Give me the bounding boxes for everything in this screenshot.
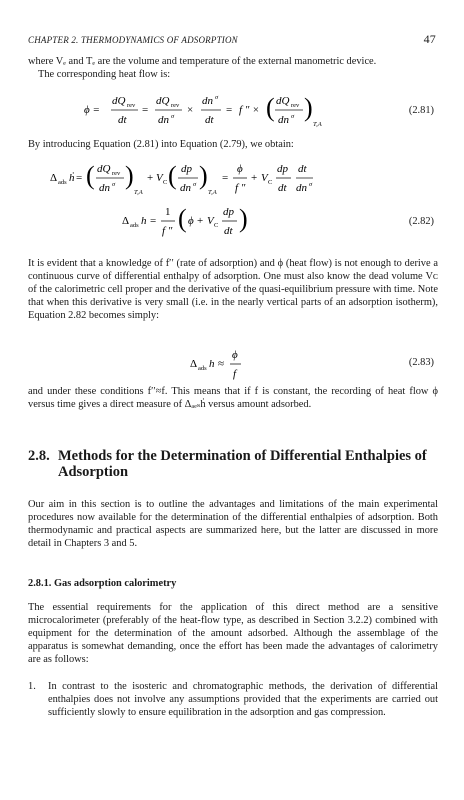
section-title: Methods for the Determination of Differential Enthalpies of Adsorption — [58, 448, 427, 480]
svg-text:dn: dn — [278, 114, 289, 126]
svg-text:dp: dp — [181, 163, 192, 175]
svg-text:Δ: Δ — [190, 358, 198, 370]
svg-text:(: ( — [86, 161, 95, 190]
svg-text:dn: dn — [296, 182, 307, 194]
svg-text:f: f — [233, 368, 237, 380]
svg-text:+: + — [147, 172, 154, 184]
svg-text:dn: dn — [99, 182, 110, 194]
text-evident: It is evident that a knowledge of f′′ (rate of adsorption) and ϕ (heat flow) is not enough to derive a continuous curve of differential enthalpy of adsorption. One must also know the dead volume Vᴄ of the calorimetric cell proper and the derivative of the quasi-equilibrium pressure with time. Note that when this derivative is very small (i.e. in the nearly vertical parts of an adsorption isotherm), Equation 2.82 becomes simply: — [28, 258, 438, 321]
svg-text:h: h — [209, 358, 215, 370]
svg-text:dt: dt — [118, 114, 127, 126]
section-number: 2.8. — [28, 448, 50, 464]
svg-text:=: = — [76, 172, 83, 184]
svg-text:C: C — [214, 222, 219, 229]
svg-text:): ) — [239, 204, 248, 233]
svg-text:(: ( — [168, 161, 177, 190]
svg-text:V: V — [207, 215, 214, 227]
svg-text:=: = — [142, 104, 149, 116]
text-intro: By introducing Equation (2.81) into Equation (2.79), we obtain: — [28, 139, 294, 150]
svg-text:σ: σ — [171, 113, 175, 120]
svg-text:σ: σ — [193, 181, 197, 188]
svg-text:=: = — [150, 215, 157, 227]
svg-text:dQ: dQ — [276, 95, 290, 107]
paragraph-where — [28, 55, 438, 81]
svg-text:rev: rev — [291, 102, 300, 109]
svg-text:dt: dt — [278, 182, 287, 194]
list-item — [28, 680, 438, 719]
section-heading — [28, 448, 438, 480]
subsection-heading: 2.8.1. Gas adsorption calorimetry — [28, 578, 177, 589]
running-title: CHAPTER 2. THERMODYNAMICS OF ADSORPTION — [28, 35, 238, 45]
equation-2-81 — [0, 88, 464, 132]
equation-2-83-formula — [190, 345, 280, 381]
svg-text:dp: dp — [223, 206, 234, 218]
text-heat-flow: The corresponding heat flow is: — [38, 69, 171, 80]
equation-2-81-formula — [82, 88, 372, 132]
svg-text:dt: dt — [224, 225, 233, 237]
svg-text:=: = — [226, 104, 233, 116]
running-header — [28, 32, 436, 47]
equation-number: (2.82) — [408, 216, 434, 227]
equation-number: (2.81) — [408, 105, 434, 116]
svg-text:): ) — [199, 161, 208, 190]
paragraph-conditions — [28, 385, 438, 411]
svg-text:ḣ: ḣ — [69, 172, 75, 184]
equation-2-82 — [0, 156, 464, 238]
svg-text:): ) — [125, 161, 134, 190]
list-item-text: In contrast to the isosteric and chromatographic methods, the derivation of differential enthalpies does not involve any assumptions provided that the experiments are carried out sufficiently slowly to ensure equilibration in the adsorption and gas compression. — [48, 681, 438, 718]
svg-text:+: + — [251, 172, 258, 184]
list-marker: 1. — [28, 681, 36, 692]
equation-2-83 — [0, 345, 464, 381]
svg-text:rev: rev — [112, 170, 121, 177]
equation-number: (2.83) — [408, 357, 434, 368]
svg-text:f ″: f ″ — [162, 225, 173, 237]
svg-text:1: 1 — [165, 206, 171, 218]
svg-text:dp: dp — [277, 163, 288, 175]
svg-text:σ: σ — [309, 181, 313, 188]
svg-text:dQ: dQ — [156, 95, 170, 107]
svg-text:V: V — [156, 172, 163, 184]
svg-text:ϕ =: ϕ = — [84, 104, 100, 116]
svg-text:rev: rev — [127, 102, 136, 109]
text-conditions: and under these conditions f′′≈f. This means that if f is constant, the recording of heat flow ϕ versus time gives a direct measure of Δₐₑₛḣ versus amount adsorbed. — [28, 386, 438, 410]
svg-text:ads: ads — [198, 365, 207, 372]
text-essential: The essential requirements for the application of this direct method are a sensitive microcalorimeter (preferably of the heat-flow type, as described in Section 3.2.2) combined with equipment for the determination of the amount adsorbed. Although the assemblage of the apparatus is somewhat demanding, once the effort has been made the advantages of calorimetry are as follows: — [28, 602, 438, 665]
svg-text:C: C — [268, 179, 273, 186]
svg-text:dn: dn — [180, 182, 191, 194]
advantages-list — [28, 680, 438, 719]
svg-text:+: + — [197, 215, 204, 227]
svg-text:dt: dt — [205, 114, 214, 126]
svg-text:ϕ: ϕ — [188, 215, 194, 227]
svg-text:ϕ: ϕ — [232, 349, 238, 361]
svg-text:h: h — [141, 215, 147, 227]
svg-text:f ″ ×: f ″ × — [239, 104, 260, 116]
svg-text:σ: σ — [291, 113, 295, 120]
svg-text:dt: dt — [298, 163, 307, 175]
svg-text:dQ: dQ — [97, 163, 111, 175]
svg-text:σ: σ — [112, 181, 116, 188]
svg-text:f ″: f ″ — [235, 182, 246, 194]
svg-text:T,A: T,A — [208, 189, 217, 196]
svg-text:≈: ≈ — [218, 358, 225, 370]
svg-text:=: = — [222, 172, 229, 184]
svg-text:(: ( — [266, 93, 275, 122]
text-where: where Vₑ and Tₑ are the volume and temperature of the external manometric device. — [28, 56, 377, 67]
svg-text:×: × — [187, 104, 194, 116]
svg-text:ads: ads — [58, 179, 67, 186]
svg-text:Δ: Δ — [122, 215, 130, 227]
svg-text:T,A: T,A — [313, 121, 322, 128]
svg-text:dn: dn — [202, 95, 213, 107]
page-number: 47 — [423, 32, 436, 46]
paragraph-evident — [28, 257, 438, 322]
svg-text:σ: σ — [215, 94, 219, 101]
svg-text:dQ: dQ — [112, 95, 126, 107]
svg-text:rev: rev — [171, 102, 180, 109]
svg-text:(: ( — [178, 204, 187, 233]
equation-2-82-formula — [50, 156, 350, 238]
svg-text:Δ: Δ — [50, 172, 58, 184]
svg-text:V: V — [261, 172, 268, 184]
paragraph-essential — [28, 601, 438, 666]
text-aim: Our aim in this section is to outline the advantages and limitations of the main experimental procedures now available for the determination of the differential enthalpies of adsorption. Both thermodynamic and practical aspects are summarized here, but the latter are discussed in more detail in Chapters 3 and 5. — [28, 499, 438, 549]
svg-text:C: C — [163, 179, 168, 186]
svg-text:ads: ads — [130, 222, 139, 229]
svg-text:): ) — [304, 93, 313, 122]
paragraph-intro — [28, 138, 438, 151]
svg-text:dn: dn — [158, 114, 169, 126]
svg-text:ϕ: ϕ — [237, 163, 243, 175]
paragraph-aim — [28, 498, 438, 550]
svg-text:T,A: T,A — [134, 189, 143, 196]
